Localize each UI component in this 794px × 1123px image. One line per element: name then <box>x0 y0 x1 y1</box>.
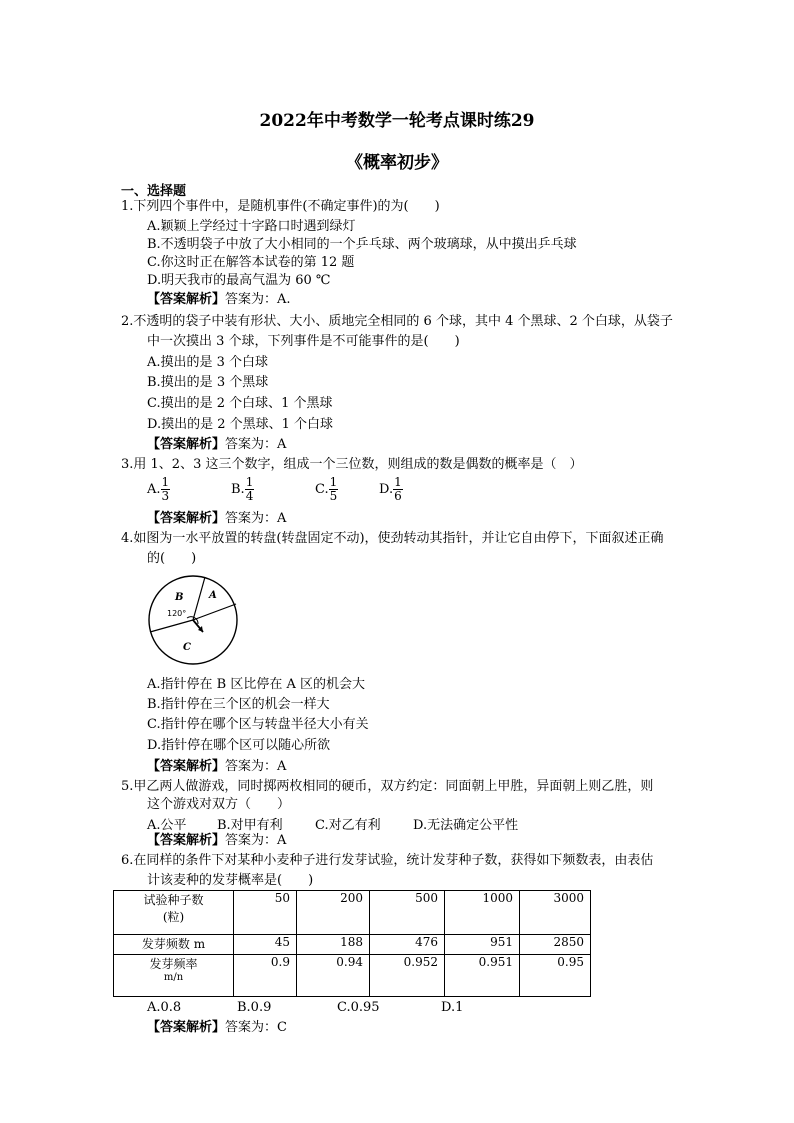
q1-option-b: B.不透明袋子中放了大小相同的一个乒乓球、两个玻璃球，从中摸出乒乓球 <box>147 237 577 252</box>
table-cell: 0.9 <box>234 955 297 997</box>
numerator: 1 <box>329 475 338 489</box>
spinner-divider-1 <box>193 577 205 620</box>
q2-answer <box>147 436 286 454</box>
fraction <box>329 476 339 503</box>
table-cell: 2850 <box>520 935 591 955</box>
table-header-cell <box>114 891 234 935</box>
q4-stem-line1: 4.如图为一水平放置的转盘(转盘固定不动)，使劲转动其指针，并让它自由停下，下面叙述正确 <box>121 531 664 546</box>
q5-options <box>147 814 547 832</box>
answer-label: 【答案解析】 <box>147 511 226 526</box>
table-row <box>114 935 591 955</box>
denominator: 5 <box>329 489 338 503</box>
option-letter: B. <box>231 482 245 497</box>
q1-option-c: C.你这时正在解答本试卷的第 12 题 <box>147 255 355 270</box>
spinner-figure <box>147 574 239 666</box>
table-cell: 200 <box>297 891 370 935</box>
table-cell: 0.94 <box>297 955 370 997</box>
q5-option-c: C.对乙有利 <box>315 818 381 833</box>
q2-stem-line1: 2.不透明的袋子中装有形状、大小、质地完全相同的 6 个球，其中 4 个黑球、2 个白球，从袋子 <box>121 314 673 329</box>
table-cell: 951 <box>445 935 520 955</box>
answer-label: 【答案解析】 <box>147 437 226 452</box>
numerator: 1 <box>245 475 254 489</box>
q6-stem-line2: 计该麦种的发芽概率是( ) <box>147 873 314 888</box>
q3-stem: 3.用 1、2、3 这三个数字，组成一个三位数，则组成的数是偶数的概率是（ ） <box>121 457 583 472</box>
denominator: 6 <box>394 489 402 503</box>
answer-label: 【答案解析】 <box>147 1020 226 1035</box>
q1-option-a: A.颖颖上学经过十字路口时遇到绿灯 <box>147 219 356 234</box>
table-row <box>114 891 591 935</box>
q3-option-a <box>147 476 170 503</box>
q3-answer-text: 答案为：A <box>225 511 287 526</box>
q4-option-b: B.指针停在三个区的机会一样大 <box>147 697 330 712</box>
table-row <box>114 955 591 997</box>
q5-stem-line1: 5.甲乙两人做游戏，同时掷两枚相同的硬币，双方约定：同面朝上甲胜，异面朝上则乙胜，则 <box>121 779 654 794</box>
table-cell: 0.952 <box>370 955 445 997</box>
q6-option-d: D.1 <box>441 1000 464 1015</box>
q5-stem-line2: 这个游戏对双方（ ） <box>147 797 291 812</box>
q4-option-c: C.指针停在哪个区与转盘半径大小有关 <box>147 717 369 732</box>
section-heading: 一、选择题 <box>121 184 187 199</box>
q2-answer-text: 答案为：A <box>225 437 287 452</box>
q2-option-b: B.摸出的是 3 个黑球 <box>147 375 269 390</box>
q1-option-d: D.明天我市的最高气温为 60 ℃ <box>147 273 331 288</box>
frequency-table <box>113 890 591 997</box>
numerator: 1 <box>394 475 402 489</box>
q3-option-b <box>231 476 254 503</box>
q3-option-d <box>379 476 403 503</box>
q6-options <box>147 1000 547 1018</box>
answer-label: 【答案解析】 <box>147 292 226 307</box>
table-cell: 188 <box>297 935 370 955</box>
q2-stem-line2: 中一次摸出 3 个球，下列事件是不可能事件的是( ) <box>147 334 460 349</box>
option-letter: A. <box>147 482 161 497</box>
fraction <box>245 476 255 503</box>
q4-stem-line2: 的( ) <box>147 551 197 566</box>
header-line: 试验种子数 <box>143 893 204 907</box>
q6-stem-line1: 6.在同样的条件下对某种小麦种子进行发芽试验，统计发芽种子数，获得如下频数表，由表估 <box>121 853 654 868</box>
q4-answer <box>147 758 286 776</box>
q4-answer-text: 答案为：A <box>225 759 287 774</box>
numerator: 1 <box>161 475 170 489</box>
q1-answer <box>147 291 291 309</box>
q5-answer-text: 答案为：A <box>225 833 287 848</box>
table-cell: 3000 <box>520 891 591 935</box>
q4-option-d: D.指针停在哪个区可以随心所欲 <box>147 738 331 753</box>
table-cell: 1000 <box>445 891 520 935</box>
q2-option-d: D.摸出的是 2 个黑球、1 个白球 <box>147 417 334 432</box>
q5-option-a: A.公平 <box>147 818 187 833</box>
q6-option-a: A.0.8 <box>147 1000 182 1015</box>
denominator: 3 <box>161 489 170 503</box>
angle-label: 120° <box>167 609 187 618</box>
header-line: (粒) <box>162 910 185 924</box>
q5-answer <box>147 832 286 850</box>
table-cell: 0.95 <box>520 955 591 997</box>
table-cell: 476 <box>370 935 445 955</box>
q5-option-b: B.对甲有利 <box>217 818 283 833</box>
q4-option-a: A.指针停在 B 区比停在 A 区的机会大 <box>147 677 365 692</box>
denominator: 4 <box>245 489 254 503</box>
page-title: 2022年中考数学一轮考点课时练29 <box>259 111 535 131</box>
region-label-b: B <box>175 592 184 603</box>
page-subtitle: 《概率初步》 <box>346 153 448 173</box>
fraction <box>393 476 403 503</box>
option-letter: C. <box>315 482 329 497</box>
table-header-cell <box>114 955 234 997</box>
table-header-cell: 发芽频数 m <box>114 935 234 955</box>
q5-option-d: D.无法确定公平性 <box>413 818 519 833</box>
q3-options <box>147 476 447 510</box>
q3-option-c <box>315 476 338 503</box>
spinner-divider-3 <box>150 620 193 632</box>
q2-option-a: A.摸出的是 3 个白球 <box>147 355 269 370</box>
table-cell: 50 <box>234 891 297 935</box>
table-cell: 500 <box>370 891 445 935</box>
q6-answer-text: 答案为：C <box>225 1020 287 1035</box>
region-label-c: C <box>183 642 191 653</box>
q6-answer <box>147 1019 287 1037</box>
q6-option-c: C.0.95 <box>337 1000 380 1015</box>
spinner-divider-2 <box>193 604 236 620</box>
answer-label: 【答案解析】 <box>147 759 226 774</box>
table-cell: 0.951 <box>445 955 520 997</box>
answer-label: 【答案解析】 <box>147 833 226 848</box>
q2-option-c: C.摸出的是 2 个白球、1 个黑球 <box>147 396 333 411</box>
fraction <box>161 476 171 503</box>
region-label-a: A <box>209 590 217 601</box>
q6-option-b: B.0.9 <box>237 1000 272 1015</box>
header-line: 发芽频率 <box>149 957 198 971</box>
table-cell: 45 <box>234 935 297 955</box>
option-letter: D. <box>379 482 394 497</box>
q1-answer-text: 答案为：A. <box>225 292 291 307</box>
q3-answer <box>147 510 286 528</box>
q1-stem: 1.下列四个事件中，是随机事件(不确定事件)的为( ) <box>121 199 440 214</box>
header-line: m/n <box>163 972 184 983</box>
